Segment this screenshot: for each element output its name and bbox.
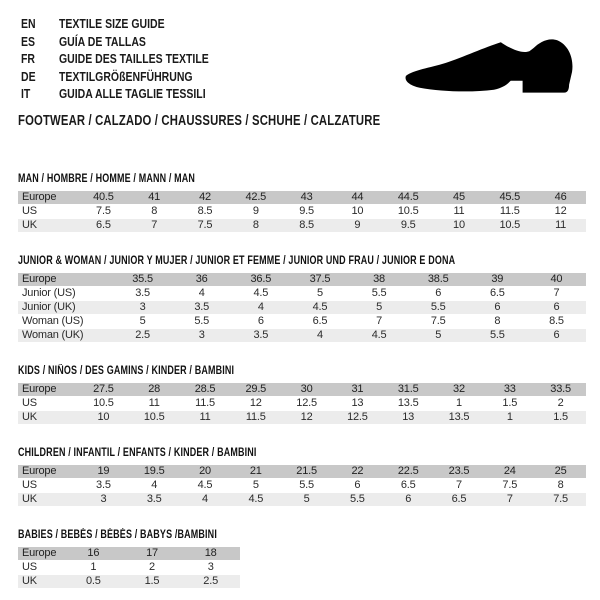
size-cell: 7.5 [430,314,446,327]
size-cell: 44.5 [383,191,434,204]
size-cell: 3.5 [135,286,150,299]
size-table-section-children [18,447,586,507]
size-cell: 10.5 [93,396,114,409]
table-row [18,219,586,232]
size-cell: 18 [181,547,240,560]
size-cell: 8 [151,204,158,217]
table-row [18,479,586,492]
size-cell: 6 [383,493,434,506]
size-cell: 1 [484,411,535,424]
size-cell: 11 [453,204,465,217]
table-header-row [18,547,240,560]
size-cell: 5 [252,478,259,491]
dress-shoe-icon [398,30,576,96]
size-cell: 17 [123,547,182,560]
size-cell: 1 [456,396,462,409]
size-cell: 7 [484,493,535,506]
size-cell: 22.5 [383,465,434,478]
size-cell: 19 [78,465,129,478]
size-cell: 21 [230,465,281,478]
size-cell: 2.5 [113,329,172,342]
size-cell: 5.5 [371,286,387,299]
size-cell: 5.5 [332,493,383,506]
table-row [18,397,586,410]
size-cell: 5.5 [409,301,468,314]
size-cell: 4 [231,301,290,314]
size-cell: 11.5 [230,411,281,424]
size-cell: 11 [180,411,231,424]
size-cell: 6 [354,478,361,491]
size-table-section-kids [18,365,586,425]
size-cell: 3.5 [96,478,111,491]
section-title: KIDS / NIÑOS / DES GAMINS / KINDER / BAMBINI [18,364,235,377]
size-cell: 46 [535,191,586,204]
size-cell: 10 [351,204,364,217]
size-cell: 36.5 [231,273,290,286]
table-row [18,205,586,218]
size-cell: 24 [484,465,535,478]
section-title: CHILDREN / INFANTIL / ENFANTS / KINDER / BAMBINI [18,446,257,459]
size-cell: 39 [468,273,527,286]
size-cell: 7.5 [96,204,111,217]
size-cell: 7 [553,286,560,299]
size-cell: 4 [180,493,231,506]
size-cell: 4 [290,329,349,342]
size-cell: 6 [468,301,527,314]
row-label: UK [18,575,64,588]
size-cell: 43 [281,191,332,204]
language-code: DE [21,69,36,84]
size-cell: 2 [557,396,564,409]
size-cell: 6.5 [400,478,416,491]
size-cell: 30 [281,383,332,396]
row-label: Woman (UK) [18,329,113,342]
category-line-text: FOOTWEAR / CALZADO / CHAUSSURES / SCHUHE / CALZATURE [18,112,381,129]
row-label: Europe [18,465,78,478]
size-table [18,190,586,233]
section-title: BABIES / BEBÉS / BÉBÉS / BABYS /BAMBINI [18,528,217,541]
size-cell: 9 [252,204,259,217]
size-cell: 11.5 [499,204,520,217]
size-table [18,464,586,507]
size-cell: 25 [535,465,586,478]
table-row [18,493,586,506]
size-cell: 42.5 [230,191,281,204]
size-cell: 12 [249,396,262,409]
size-cell: 6.5 [78,219,129,232]
size-cell: 13.5 [397,396,419,409]
size-cell: 9 [332,219,383,232]
size-cell: 11 [148,396,160,409]
size-cell: 8 [230,219,281,232]
size-cell: 13 [383,411,434,424]
size-cell: 29.5 [230,383,281,396]
size-cell: 12.5 [296,396,317,409]
table-row [18,287,586,300]
category-line [18,114,586,129]
size-cell: 5.5 [194,314,210,327]
size-cell: 10.5 [397,204,419,217]
row-label: Woman (US) [22,314,84,327]
size-cell: 37.5 [290,273,349,286]
size-cell: 6 [435,286,442,299]
size-cell: 5 [316,286,323,299]
size-cell: 10.5 [129,411,180,424]
size-cell: 6.5 [434,493,485,506]
size-cell: 3 [172,329,231,342]
size-cell: 4.5 [290,301,349,314]
language-code: IT [21,87,31,102]
size-cell: 1.5 [123,575,182,588]
size-cell: 4 [151,478,158,491]
size-cell: 45 [434,191,485,204]
size-cell: 3 [207,560,214,573]
size-cell: 7.5 [535,493,586,506]
size-cell: 10.5 [484,219,535,232]
size-cell: 3.5 [231,329,290,342]
size-table [18,546,240,589]
size-cell: 28 [129,383,180,396]
size-cell: 9.5 [383,219,434,232]
size-cell: 8 [494,314,501,327]
language-code: EN [21,17,36,31]
size-table-section-man [18,173,586,233]
size-cell: 19.5 [129,465,180,478]
row-label: Europe [18,547,64,560]
size-cell: 0.5 [64,575,123,588]
size-cell: 11 [535,219,586,232]
size-cell: 1.5 [502,396,518,409]
size-cell: 9.5 [299,204,314,217]
language-label: GUÍA DE TALLAS [59,34,146,49]
table-header-row [18,273,586,286]
size-cell: 7.5 [180,219,231,232]
size-table [18,272,586,343]
row-label: US [22,204,37,217]
size-cell: 8.5 [197,204,213,217]
size-cell: 5 [350,301,409,314]
size-cell: 7.5 [502,478,518,491]
size-cell: 12 [281,411,332,424]
section-title: JUNIOR & WOMAN / JUNIOR Y MUJER / JUNIOR ET FEMME / JUNIOR UND FRAU / JUNIOR E DONA [18,254,456,267]
table-header-row [18,191,586,204]
size-cell: 4 [198,286,205,299]
size-cell: 40 [527,273,586,286]
size-cell: 5.5 [299,478,314,491]
row-label: US [22,560,37,573]
row-label: US [22,478,37,491]
size-cell: 13.5 [434,411,485,424]
size-cell: 5 [139,314,146,327]
size-cell: 10 [434,219,485,232]
size-cell: 21.5 [281,465,332,478]
row-label: US [22,396,37,409]
size-cell: 5 [409,329,468,342]
size-cell: 22 [332,465,383,478]
size-cell: 7 [376,314,383,327]
size-tables [18,173,586,589]
size-cell: 4.5 [253,286,269,299]
size-cell: 45.5 [484,191,535,204]
size-cell: 2 [149,560,155,573]
row-label: Europe [18,273,113,286]
size-cell: 1.5 [535,411,586,424]
table-row [18,329,586,342]
size-cell: 8 [557,478,564,491]
size-cell: 40.5 [78,191,129,204]
size-cell: 5.5 [468,329,527,342]
size-cell: 6 [527,301,586,314]
size-cell: 20 [180,465,231,478]
size-cell: 6 [257,314,264,327]
table-row [18,575,240,588]
row-label: Junior (UK) [18,301,113,314]
table-header-row [18,383,586,396]
size-cell: 10 [78,411,129,424]
language-label: TEXTILE SIZE GUIDE [59,17,165,31]
size-cell: 12.5 [332,411,383,424]
language-label: GUIDE DES TAILLES TEXTILE [59,52,209,67]
size-cell: 2.5 [181,575,240,588]
size-cell: 31 [332,383,383,396]
size-cell: 23.5 [434,465,485,478]
size-cell: 8.5 [281,219,332,232]
language-code: ES [21,34,36,49]
row-label: Junior (US) [22,286,76,299]
size-cell: 3 [113,301,172,314]
size-cell: 5 [281,493,332,506]
row-label: Europe [18,191,78,204]
size-cell: 3.5 [172,301,231,314]
size-cell: 1 [90,560,97,573]
size-cell: 7 [129,219,180,232]
size-cell: 3.5 [129,493,180,506]
size-cell: 42 [180,191,231,204]
section-title: MAN / HOMBRE / HOMME / MANN / MAN [18,172,196,185]
size-cell: 31.5 [383,383,434,396]
size-cell: 33 [484,383,535,396]
size-cell: 44 [332,191,383,204]
size-cell: 6 [527,329,586,342]
size-cell: 11.5 [195,396,215,409]
size-cell: 4.5 [197,478,213,491]
size-cell: 13 [351,396,364,409]
size-cell: 36 [172,273,231,286]
size-table-section-babies [18,529,586,589]
size-cell: 12 [554,204,567,217]
size-cell: 3 [78,493,129,506]
table-row [18,561,240,574]
size-cell: 16 [64,547,123,560]
size-table-section-junior-woman [18,255,586,343]
size-cell: 4.5 [350,329,409,342]
table-row [18,315,586,328]
row-label: Europe [18,383,78,396]
language-label: GUIDA ALLE TAGLIE TESSILI [59,87,206,102]
language-code: FR [21,52,36,67]
size-cell: 7 [456,478,462,491]
table-header-row [18,465,586,478]
size-cell: 38.5 [409,273,468,286]
language-label: TEXTILGRÖßENFÜHRUNG [59,69,193,84]
size-cell: 35.5 [113,273,172,286]
row-label: UK [18,493,78,506]
size-cell: 32 [434,383,485,396]
size-table [18,382,586,425]
size-cell: 8.5 [549,314,564,327]
size-cell: 6.5 [312,314,328,327]
row-label: UK [18,219,78,232]
size-cell: 28.5 [180,383,231,396]
table-row [18,411,586,424]
table-row [18,301,586,314]
size-cell: 27.5 [78,383,129,396]
size-cell: 41 [129,191,180,204]
size-cell: 38 [350,273,409,286]
size-cell: 6.5 [489,286,505,299]
size-cell: 33.5 [535,383,586,396]
row-label: UK [18,411,78,424]
size-cell: 4.5 [230,493,281,506]
